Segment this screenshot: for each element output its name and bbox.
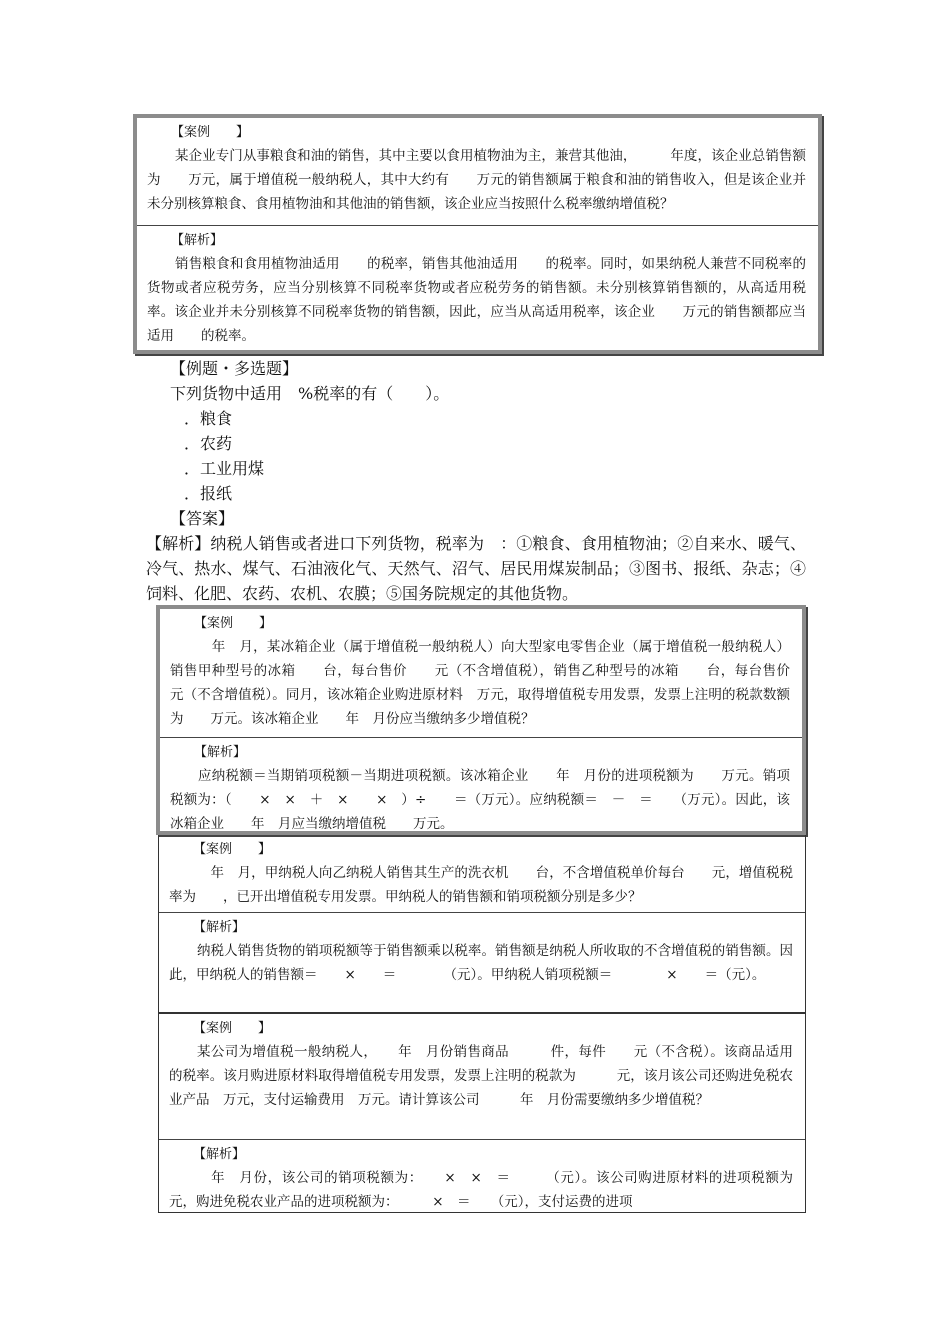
case-header: 【案例 】 xyxy=(194,616,273,631)
option-c: ．工业用煤 xyxy=(184,459,265,478)
analysis-header: 【解析】 xyxy=(193,920,246,935)
case-body: 年 月，某冰箱企业（属于增值税一般纳税人）向大型家电零售企业（属于增值税一般纳税人）销售甲种型号的冰箱 台，每台售价 元（不含增值税），销售乙种型号的冰箱 台，每台售价 元（不含增值税）。同月，该冰箱企业购进原材料 万元，取得增值税专用发票，发票上注明的税款数额为 万元。该冰箱企业 年 月份应当缴纳多少增值税？ xyxy=(170,639,817,727)
analysis-body: 应纳税额＝当期销项税额－当期进项税额。该冰箱企业 年 月份的进项税额为 万元。销项税额为：（ × × ＋ × × ）÷ ＝（万元）。应纳税额＝ － ＝ （万元）。因此，该冰箱企业 年 月应当缴纳增值税 万元。 xyxy=(170,768,790,832)
analysis-section xyxy=(159,1139,834,1216)
analysis-header: 【解析】 xyxy=(194,745,247,760)
case-body: 年 月，甲纳税人向乙纳税人销售其生产的洗衣机 台，不含增值税单价每台 元，增值税税率为 ，已开出增值税专用发票。甲纳税人的销售额和销项税额分别是多少？ xyxy=(169,865,793,905)
example-title: 【例题・多选题】 xyxy=(170,359,299,378)
case-box-4 xyxy=(158,1013,834,1213)
analysis-section xyxy=(137,225,818,350)
option-d: ．报纸 xyxy=(184,484,233,503)
example-analysis: 【解析】纳税人销售或者进口下列货物，税率为 ：①粮食、食用植物油；②自来水、暖气、冷气、热水、煤气、石油液化气、天然气、沼气、居民用煤炭制品；③图书、报纸、杂志；④饲料、化肥、农药、农机、农膜；⑤国务院规定的其他货物。 xyxy=(146,534,806,603)
case-section xyxy=(159,835,805,912)
analysis-body: 销售粮食和食用植物油适用 的税率，销售其他油适用 的税率。同时，如果纳税人兼营不同税率的货物或者应税劳务，应当分别核算不同税率货物或者应税劳务的销售额。未分别核算销售额的，从高适用税率。该企业并未分别核算不同税率货物的销售额，因此，应当从高适用税率，该企业 万元的销售额都应当适用 的税率。 xyxy=(147,256,806,344)
example-question xyxy=(146,356,806,606)
case-box-2 xyxy=(156,605,817,835)
analysis-header: 【解析】 xyxy=(193,1147,246,1162)
example-answer: 【答案】 xyxy=(170,509,235,528)
case-header: 【案例 】 xyxy=(193,1021,272,1036)
example-question-text: 下列货物中适用 %税率的有（ ）。 xyxy=(170,384,450,403)
case-section xyxy=(137,118,818,225)
case-body: 某公司为增值税一般纳税人， 年 月份销售商品 件，每件 元（不含税）。该商品适用 的税率。该月购进原材料取得增值税专用发票，发票上注明的税款为 元，该月该公司还购进免税农业产品 万元，支付运输费用 万元。请计算该公司 年 月份需要缴纳多少增值税？ xyxy=(169,1044,820,1108)
analysis-section xyxy=(160,737,802,838)
analysis-section xyxy=(159,912,805,989)
analysis-body: 纳税人销售货物的销项税额等于销售额乘以税率。销售额是纳税人所收取的不含增值税的销售额。因此，甲纳税人的销售额＝ × ＝ （元）。甲纳税人销项税额＝ × ＝（元）。 xyxy=(169,943,793,983)
option-a: ．粮食 xyxy=(184,409,233,428)
case-section xyxy=(160,609,817,737)
case-header: 【案例 】 xyxy=(171,125,250,140)
analysis-header: 【解析】 xyxy=(171,233,224,248)
case-box-1 xyxy=(133,114,822,354)
analysis-body: 年 月份，该公司的销项税额为： × × ＝ （元）。该公司购进原材料的进项税额为 元，购进免税农业产品的进项税额为： × ＝ （元），支付运费的进项 xyxy=(169,1170,834,1210)
case-section xyxy=(159,1014,820,1139)
option-b: ．农药 xyxy=(184,434,233,453)
case-header: 【案例 】 xyxy=(193,842,272,857)
case-box-3 xyxy=(158,835,806,1013)
case-body: 某企业专门从事粮食和油的销售，其中主要以食用植物油为主，兼营其他油， 年度，该企业总销售额为 万元，属于增值税一般纳税人，其中大约有 万元的销售额属于粮食和油的销售收入，但是该企业并未分别核算粮食、食用植物油和其他油的销售额，该企业应当按照什么税率缴纳增值税？ xyxy=(147,148,806,212)
